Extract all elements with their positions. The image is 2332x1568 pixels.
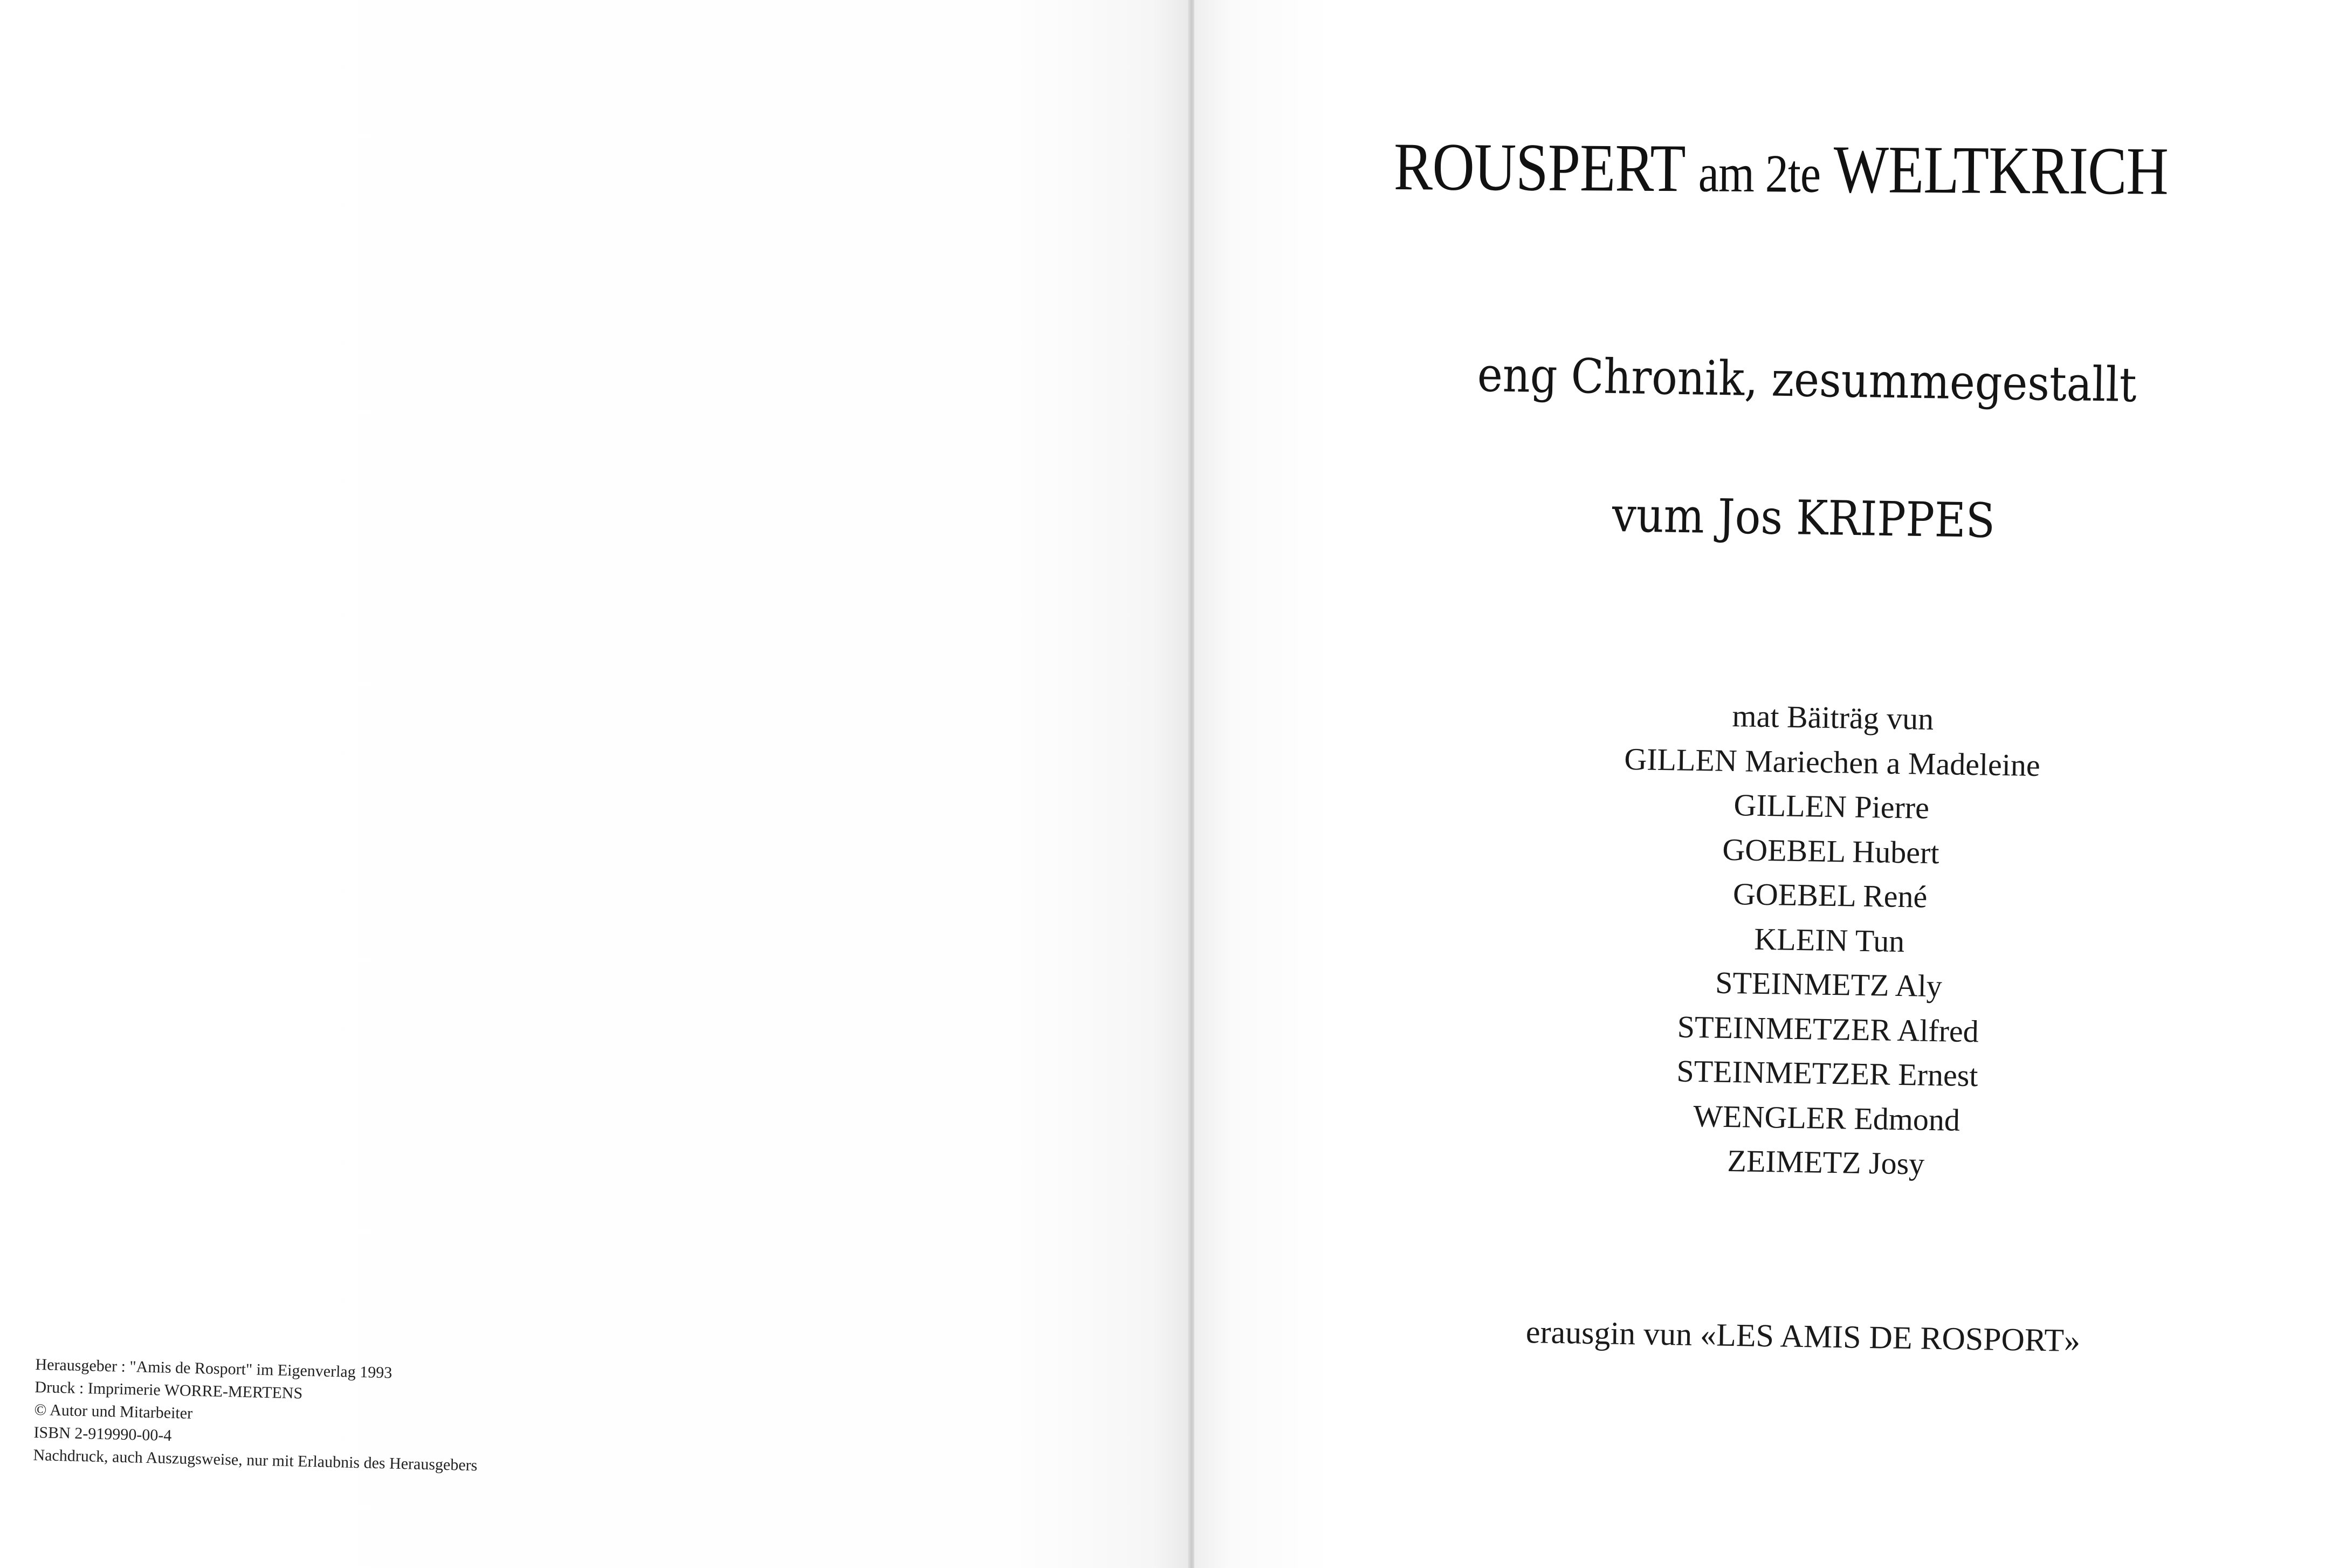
imprint-reprint-notice: Nachdruck, auch Auszugsweise, nur mit Erlaubnis des Herausgebers (33, 1446, 478, 1475)
imprint-printer: Druck : Imprimerie WORRE-MERTENS (35, 1378, 303, 1402)
title-part-weltkrich: WELTKRICH (1833, 132, 2169, 209)
subtitle-author: vum Jos KRIPPES (1612, 487, 1996, 549)
title-part-rouspert: ROUSPERT (1393, 129, 1685, 207)
contributor-item: GOEBEL René (1732, 876, 1928, 914)
contributors-list (1588, 692, 2070, 1188)
contributor-item: STEINMETZER Ernest (1676, 1053, 1978, 1094)
contributor-item: KLEIN Tun (1753, 921, 1905, 959)
contributor-item: GOEBEL Hubert (1722, 831, 1940, 870)
contributor-item: STEINMETZER Alfred (1677, 1009, 1979, 1049)
imprint-copyright: © Autor und Mitarbeiter (34, 1400, 193, 1422)
book-title (1393, 129, 2169, 214)
imprint-isbn: ISBN 2-919990-00-4 (33, 1423, 172, 1445)
subtitle-chronik: eng Chronik, zesummegestallt (1477, 347, 2137, 413)
contributor-item: ZEIMETZ Josy (1727, 1143, 1925, 1181)
title-part-am-2te: am 2te (1698, 143, 1821, 204)
contributor-item: GILLEN Pierre (1733, 787, 1930, 826)
contributor-item: WENGLER Edmond (1693, 1098, 1960, 1138)
contributor-item: GILLEN Mariechen a Madeleine (1624, 741, 2041, 783)
publisher-line: erausgin vun «LES AMIS DE ROSPORT» (1525, 1314, 2081, 1359)
contributors-heading: mat Bäiträg vun (1732, 698, 1934, 737)
imprint-publisher: Herausgeber : "Amis de Rosport" im Eigenverlag 1993 (35, 1355, 393, 1382)
imprint-block (33, 1353, 629, 1481)
contributor-item: STEINMETZ Aly (1715, 965, 1943, 1004)
